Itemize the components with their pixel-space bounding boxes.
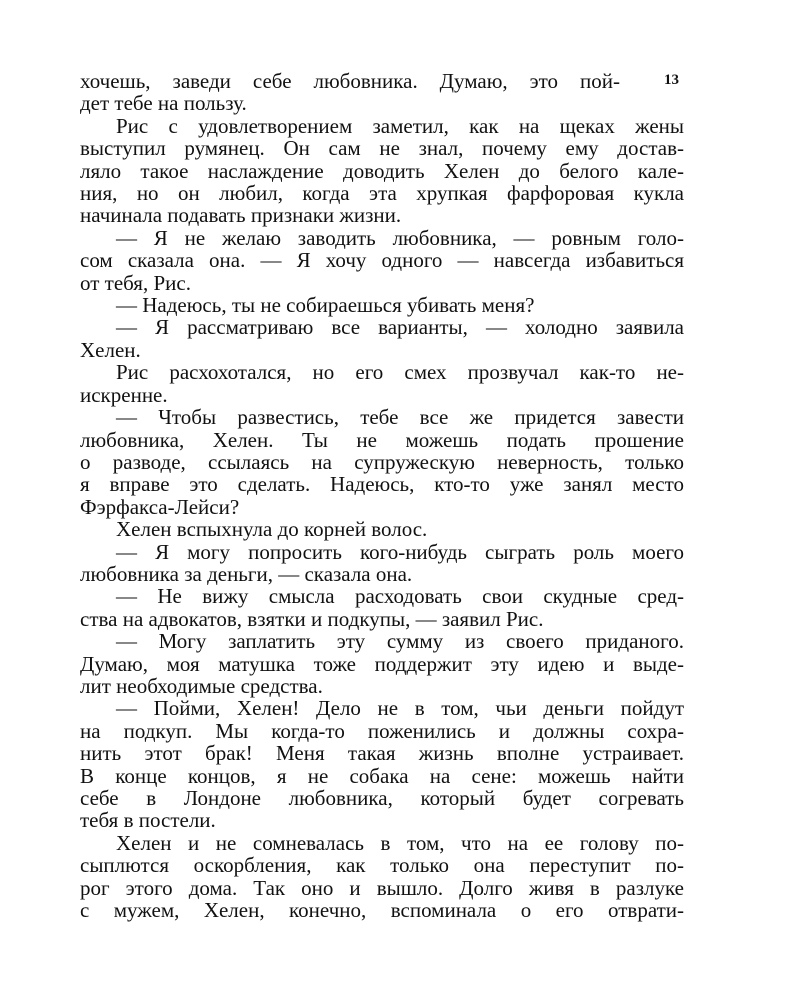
- text-line: я вправе это сделать. Надеюсь, кто-то уже занял место: [80, 472, 684, 497]
- text-line: В конце концов, я не собака на сене: можешь найти: [80, 763, 684, 788]
- text-line: Хелен и не сомневалась в том, что на ее голову по-: [116, 830, 684, 855]
- text-line: нить этот брак! Меня такая жизнь вполне устраивает.: [80, 741, 684, 766]
- paragraph-last-line: Хелен.: [80, 337, 141, 362]
- paragraph-last-line: ства на адвокатов, взятки и подкупы, — заявил Рис.: [80, 606, 544, 631]
- paragraph-last-line: Хелен вспыхнула до корней волос.: [116, 517, 428, 542]
- text-line: выступил румянец. Он сам не знал, почему ему достав-: [80, 136, 684, 161]
- paragraph-last-line: дет тебе на пользу.: [80, 91, 247, 116]
- text-line: с мужем, Хелен, конечно, вспоминала о его отврати-: [80, 898, 684, 923]
- paragraph-last-line: Фэрфакса-Лейси?: [80, 494, 240, 519]
- text-line: — Могу заплатить эту сумму из своего приданого.: [116, 629, 684, 654]
- text-line: ния, но он любил, когда эта хрупкая фарфоровая кукла: [80, 181, 684, 206]
- text-line: Думаю, моя матушка тоже поддержит эту идею и выде-: [80, 651, 684, 676]
- paragraph-last-line: начинала подавать признаки жизни.: [80, 203, 402, 228]
- paragraph-last-line: от тебя, Рис.: [80, 270, 191, 295]
- text-line: — Я не желаю заводить любовника, — ровным голо-: [116, 225, 684, 250]
- text-line: — Не вижу смысла расходовать свои скудные сред-: [116, 584, 684, 609]
- text-line: — Я рассматриваю все варианты, — холодно заявила: [116, 315, 684, 340]
- paragraph-last-line: лит необходимые средства.: [80, 673, 323, 698]
- text-line: ляло такое наслаждение доводить Хелен до белого кале-: [80, 158, 684, 183]
- paragraph-last-line: — Надеюсь, ты не собираешься убивать меня?: [116, 293, 535, 318]
- text-line: любовника, Хелен. Ты не можешь подать прошение: [80, 427, 684, 452]
- text-line: на подкуп. Мы когда-то поженились и должны сохра-: [80, 718, 684, 743]
- paragraph-last-line: искренне.: [80, 382, 168, 407]
- text-line: — Пойми, Хелен! Дело не в том, чьи деньги пойдут: [116, 696, 684, 721]
- text-line: Рис с удовлетворением заметил, как на щеках жены: [116, 113, 684, 138]
- paragraph-last-line: любовника за деньги, — сказала она.: [80, 561, 413, 586]
- text-line: сом сказала она. — Я хочу одного — навсегда избавиться: [80, 248, 684, 273]
- text-line: рог этого дома. Так оно и вышло. Долго живя в разлуке: [80, 875, 684, 900]
- text-line: — Чтобы развестись, тебе все же придется завести: [116, 405, 684, 430]
- text-line: себе в Лондоне любовника, который будет согревать: [80, 786, 684, 810]
- book-page-text: [80, 70, 684, 921]
- page-number: 13: [664, 72, 679, 88]
- text-line: хочешь, заведи себе любовника. Думаю, это пой-: [80, 69, 620, 93]
- paragraph-last-line: тебя в постели.: [80, 808, 216, 833]
- text-line: — Я могу попросить кого-нибудь сыграть роль моего: [116, 539, 684, 564]
- text-line: сыплются оскорбления, как только она переступит по-: [80, 853, 684, 878]
- text-line: о разводе, ссылаясь на супружескую неверность, только: [80, 449, 684, 474]
- text-line: Рис расхохотался, но его смех прозвучал как-то не-: [116, 360, 684, 385]
